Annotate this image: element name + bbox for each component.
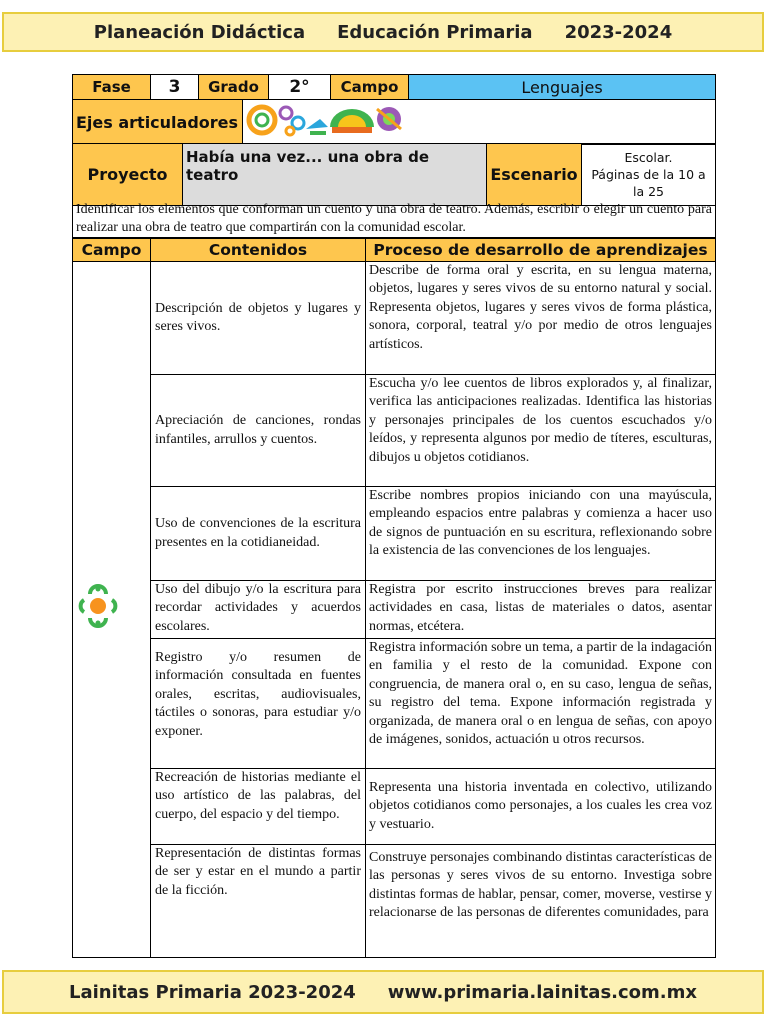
grado-value: 2° <box>269 75 331 100</box>
table-row <box>73 581 716 639</box>
proceso-cell: Construye personajes combinando distintas características de las personas y seres vivos de su entorno. Investiga sobre distintas formas de hablar, pensar, comer, moverse, vestirse y relacionarse de las personas de diferentes comunidades, para <box>366 845 716 958</box>
lenguajes-icon <box>76 584 120 628</box>
proceso-cell: Registra por escrito instrucciones breves para realizar actividades en casa, listas de materiales o datos, asentar normas, etcétera. <box>366 581 716 639</box>
ejes-icons <box>243 100 716 145</box>
interculturalidad-icon <box>306 119 328 133</box>
contenido-cell: Apreciación de canciones, rondas infantiles, arrullos y cuentos. <box>151 375 366 487</box>
escenario-value <box>582 144 716 206</box>
campo-value: Lenguajes <box>409 75 716 100</box>
grado-label: Grado <box>199 75 269 100</box>
proceso-cell: Registra información sobre un tema, a partir de la indagación en familia y el resto de la comunidad. Expone con congruencia, de manera oral o, en su caso, lengua de señas, su registro del tema. Expone información registrada y organizada, de manera oral o en lengua de señas, con apoyo de imágenes, sonidos, actuación u otros recursos. <box>366 639 716 769</box>
brand-text: Lainitas Primaria 2023-2024 <box>69 981 356 1003</box>
proceso-cell: Describe de forma oral y escrita, en su lengua materna, objetos, lugares y seres vivos de su entorno natural y social. Representa objetos, lugares y seres vivos de forma plástica, sonora, corporal, teatral y/o por medio de otros lenguajes artísticos. <box>366 262 716 375</box>
school-year: 2023-2024 <box>564 21 673 43</box>
contenidos-table <box>72 238 716 958</box>
table-row <box>73 769 716 845</box>
proyecto-title: Había una vez... una obra de teatro <box>183 144 487 206</box>
bottom-banner <box>2 970 764 1014</box>
proceso-cell: Representa una historia inventada en colectivo, utilizando objetos cotidianos como personajes, a los cuales les crea voz y vestuario. <box>366 769 716 845</box>
top-banner <box>2 12 764 52</box>
contenido-cell: Registro y/o resumen de información consultada en fuentes orales, escritas, audiovisuales, táctiles o sonoras, para estudiar y/o exponer. <box>151 639 366 769</box>
education-level: Educación Primaria <box>337 21 533 43</box>
fase-label: Fase <box>73 75 151 100</box>
campo-cell <box>73 262 151 958</box>
pensamiento-critico-icon <box>280 107 304 135</box>
campo-label: Campo <box>331 75 409 100</box>
project-objective: Identificar los elementos que conforman un cuento y una obra de teatro. Además, escribir o elegir un cuento para realizar una obra de teatro que compartirán con la comunidad escolar. <box>72 200 716 238</box>
ejes-table <box>72 99 716 145</box>
artes-icon <box>377 107 401 131</box>
table-row <box>73 487 716 581</box>
vida-saludable-icon <box>330 109 374 133</box>
website-url[interactable]: www.primaria.lainitas.com.mx <box>387 981 697 1003</box>
contenido-cell: Recreación de historias mediante el uso artístico de las palabras, del cuerpo, del espacio y del tiempo. <box>151 769 366 845</box>
contenido-cell: Descripción de objetos y lugares y seres vivos. <box>151 262 366 375</box>
proyecto-label: Proyecto <box>73 144 183 206</box>
table-row <box>73 639 716 769</box>
escenario-scope: Escolar. <box>624 150 673 165</box>
contenido-cell: Uso del dibujo y/o la escritura para recordar actividades y acuerdos escolares. <box>151 581 366 639</box>
proyecto-table <box>72 143 716 206</box>
escenario-label: Escenario <box>487 144 582 206</box>
ejes-icons-svg <box>246 101 406 139</box>
fase-value: 3 <box>151 75 199 100</box>
contenido-cell: Uso de convenciones de la escritura presentes en la cotidianeidad. <box>151 487 366 581</box>
table-row <box>73 845 716 958</box>
document-title: Planeación Didáctica <box>93 21 306 43</box>
table-row <box>73 375 716 487</box>
contenidos-header: Contenidos <box>151 239 366 262</box>
campo-header: Campo <box>73 239 151 262</box>
ejes-label: Ejes articuladores <box>73 100 243 145</box>
inclusion-icon <box>249 107 275 133</box>
proceso-cell: Escribe nombres propios iniciando con una mayúscula, empleando espacios entre palabras y comienza a hacer uso de signos de puntuación en su escritura, reflexionando sobre la existencia de las convenciones de los lenguajes. <box>366 487 716 581</box>
table-row <box>73 262 716 375</box>
header-table <box>72 74 716 100</box>
proceso-cell: Escucha y/o lee cuentos de libros explorados y, al finalizar, verifica las anticipaciones realizadas. Identifica las historias y personajes principales de los cuentos escuchados y/o leídos, y representa algunos por medio de títeres, esculturas, dibujos u objetos cotidianos. <box>366 375 716 487</box>
contenido-cell: Representación de distintas formas de ser y estar en el mundo a partir de la ficción. <box>151 845 366 958</box>
escenario-pages: Páginas de la 10 a la 25 <box>591 167 706 199</box>
proceso-header: Proceso de desarrollo de aprendizajes <box>366 239 716 262</box>
